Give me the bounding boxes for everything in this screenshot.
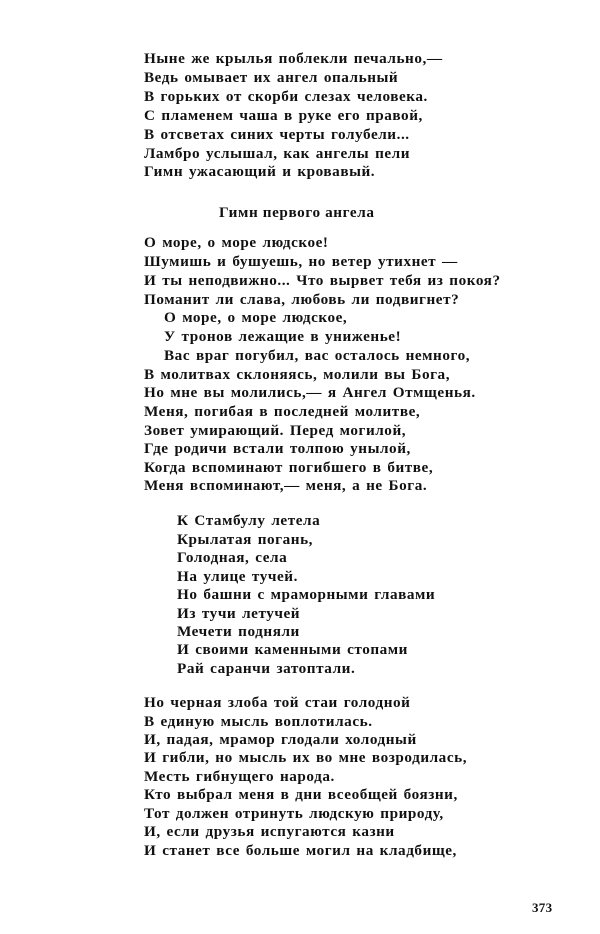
poem-line: О море, о море людское! — [144, 234, 329, 251]
poem-line: В единую мысль воплотилась. — [144, 713, 373, 730]
poem-line: И, падая, мрамор глодали холодный — [144, 731, 417, 748]
poem-line: Мечети подняли — [177, 623, 300, 640]
poem-line: Шумишь и бушуешь, но ветер утихнет — — [144, 253, 458, 270]
poem-line: Но мне вы молились,— я Ангел Отмщенья. — [144, 384, 476, 401]
poem-line: С пламенем чаша в руке его правой, — [144, 107, 423, 124]
poem-line: Но черная злоба той стаи голодной — [144, 694, 411, 711]
poem-line: И своими каменными стопами — [177, 641, 408, 658]
poem-line: О море, о море людское, — [164, 309, 348, 326]
poem-line: В молитвах склоняясь, молили вы Бога, — [144, 366, 451, 383]
poem-line: Где родичи встали толпою унылой, — [144, 440, 411, 457]
poem-line: К Стамбулу летела — [177, 512, 321, 529]
poem-line: Ныне же крылья поблекли печально,— — [144, 50, 443, 67]
poem-line: Поманит ли слава, любовь ли подвигнет? — [144, 291, 460, 308]
poem-line: В горьких от скорби слезах человека. — [144, 88, 428, 105]
poem-line: И, если друзья испугаются казни — [144, 823, 395, 840]
poem-line: Ведь омывает их ангел опальный — [144, 69, 399, 86]
poem-line: Гимн ужасающий и кровавый. — [144, 163, 376, 180]
poem-line: И ты неподвижно... Что вырвет тебя из покоя? — [144, 272, 501, 289]
poem-line: Вас враг погубил, вас осталось немного, — [164, 347, 471, 364]
poem-line: Но башни с мраморными главами — [177, 586, 436, 603]
poem-line: Кто выбрал меня в дни всеобщей боязни, — [144, 786, 458, 803]
poem-line: Меня, погибая в последней молитве, — [144, 403, 421, 420]
poem-line: В отсветах синих черты голубели... — [144, 126, 410, 143]
poem-line: Рай саранчи затоптали. — [177, 660, 356, 677]
poem-line: Из тучи летучей — [177, 605, 301, 622]
poem-line: Ламбро услышал, как ангелы пели — [144, 145, 411, 162]
poem-line: И станет все больше могил на кладбище, — [144, 842, 457, 859]
poem-line: Тот должен отринуть людскую природу, — [144, 805, 444, 822]
poem-line: Месть гибнущего народа. — [144, 768, 335, 785]
poem-line: Зовет умирающий. Перед могилой, — [144, 422, 407, 439]
poem-line: Когда вспоминают погибшего в битве, — [144, 459, 434, 476]
hymn-title: Гимн первого ангела — [219, 204, 375, 221]
poem-line: Крылатая погань, — [177, 531, 314, 548]
poem-line: Меня вспоминают,— меня, а не Бога. — [144, 477, 428, 494]
poem-line: На улице тучей. — [177, 568, 298, 585]
page-number: 373 — [532, 900, 553, 915]
poem-line: И гибли, но мысль их во мне возродилась, — [144, 749, 468, 766]
poem-line: Голодная, села — [177, 549, 288, 566]
poem-line: У тронов лежащие в униженье! — [164, 328, 402, 345]
